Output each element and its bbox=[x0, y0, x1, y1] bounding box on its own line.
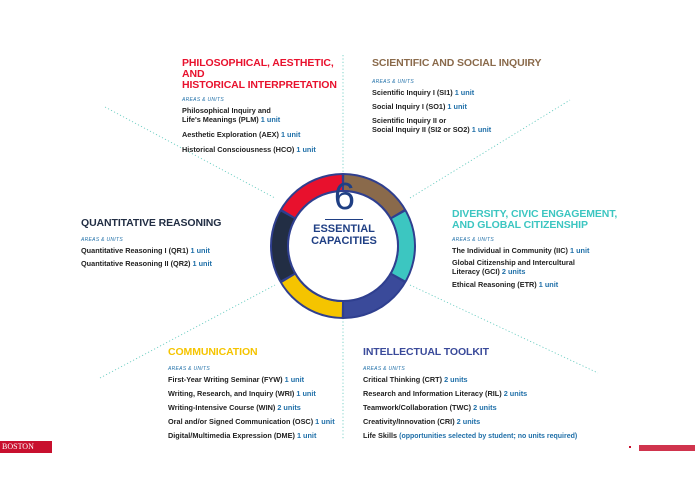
area-text: Global Citizenship and Intercultural bbox=[452, 258, 575, 267]
title-line-1: SCIENTIFIC AND SOCIAL INQUIRY bbox=[372, 57, 542, 69]
center-line-2: CAPACITIES bbox=[311, 235, 377, 247]
area-units: 1 unit bbox=[454, 88, 475, 97]
area-units: 2 units bbox=[503, 389, 528, 398]
area-units: 2 units bbox=[473, 403, 497, 412]
area-item bbox=[182, 145, 342, 154]
area-item bbox=[168, 375, 348, 384]
area-text-2: Literacy (GCI) bbox=[452, 267, 500, 276]
area-units: 1 unit bbox=[280, 130, 301, 139]
title-line-1: COMMUNICATION bbox=[168, 346, 258, 358]
area-item bbox=[363, 389, 603, 398]
area-units: 2 units bbox=[277, 403, 301, 412]
area-item bbox=[168, 417, 348, 426]
area-item bbox=[372, 102, 552, 111]
area-item bbox=[168, 403, 348, 412]
center-number: 6 bbox=[333, 176, 355, 218]
area-item bbox=[372, 88, 552, 97]
capacity-title bbox=[452, 209, 652, 231]
area-item bbox=[182, 106, 342, 124]
areas-units-label: AREAS & UNITS bbox=[363, 366, 405, 372]
capacity-title bbox=[372, 58, 552, 69]
capacity-title bbox=[168, 347, 348, 358]
area-item bbox=[363, 403, 603, 412]
area-units: (opportunities selected by student; no units required) bbox=[399, 433, 578, 440]
areas-units-label: AREAS & UNITS bbox=[182, 97, 224, 103]
area-text: Scientific Inquiry II or bbox=[372, 116, 447, 125]
area-units: 2 units bbox=[444, 375, 468, 384]
area-text: Digital/Multimedia Expression (DME) bbox=[168, 431, 295, 440]
area-units: 1 unit bbox=[192, 259, 212, 268]
capacity-title bbox=[182, 58, 342, 91]
area-units: 1 unit bbox=[296, 145, 316, 154]
title-line-1: DIVERSITY, CIVIC ENGAGEMENT, bbox=[452, 208, 618, 220]
area-text: First-Year Writing Seminar (FYW) bbox=[168, 375, 283, 384]
area-text: Life Skills bbox=[363, 431, 398, 440]
area-text: Critical Thinking (CRT) bbox=[363, 375, 443, 384]
area-item bbox=[363, 375, 603, 384]
area-text: Aesthetic Exploration (AEX) bbox=[182, 130, 279, 139]
area-units: 1 unit bbox=[569, 246, 590, 255]
area-units: 1 unit bbox=[447, 102, 467, 111]
area-text: Philosophical Inquiry and bbox=[182, 106, 271, 115]
title-line-1: QUANTITATIVE REASONING bbox=[81, 217, 222, 229]
area-text-2: Life's Meanings (PLM) bbox=[182, 115, 259, 124]
center-rule bbox=[325, 219, 363, 220]
area-units: 2 units bbox=[456, 417, 481, 426]
capacity-title bbox=[81, 218, 261, 229]
area-text: The Individual in Community (IIC) bbox=[452, 246, 568, 255]
area-text: Quantitative Reasoning II (QR2) bbox=[81, 259, 191, 268]
capacity-quantitative bbox=[81, 218, 261, 274]
area-item bbox=[452, 246, 652, 255]
area-item bbox=[182, 130, 342, 139]
area-item bbox=[452, 258, 652, 276]
area-text: Social Inquiry I (SO1) bbox=[372, 102, 446, 111]
area-units: 2 units bbox=[501, 267, 526, 276]
area-text: Writing, Research, and Inquiry (WRI) bbox=[168, 389, 295, 398]
area-units: 1 unit bbox=[538, 280, 559, 289]
area-item bbox=[81, 259, 261, 268]
footer-logo-left: BOSTON bbox=[0, 441, 52, 453]
area-units: 1 unit bbox=[190, 246, 210, 255]
area-units: 1 unit bbox=[296, 389, 316, 398]
title-line-1: PHILOSOPHICAL, AESTHETIC, AND bbox=[182, 57, 334, 80]
capacity-philosophical bbox=[182, 58, 342, 160]
area-units: 1 unit bbox=[284, 375, 305, 384]
title-line-2: AND GLOBAL CITIZENSHIP bbox=[452, 219, 588, 231]
capacity-communication bbox=[168, 347, 348, 446]
capacity-scientific bbox=[372, 58, 552, 140]
capacity-title bbox=[363, 347, 603, 358]
capacity-diversity bbox=[452, 209, 652, 295]
area-text: Historical Consciousness (HCO) bbox=[182, 145, 295, 154]
area-item bbox=[372, 116, 552, 134]
area-text: Quantitative Reasoning I (QR1) bbox=[81, 246, 189, 255]
area-text: Ethical Reasoning (ETR) bbox=[452, 280, 537, 289]
area-text: Scientific Inquiry I (SI1) bbox=[372, 88, 453, 97]
area-item bbox=[168, 431, 348, 440]
areas-units-label: AREAS & UNITS bbox=[81, 237, 123, 243]
area-item bbox=[81, 246, 261, 255]
areas-units-label: AREAS & UNITS bbox=[168, 366, 210, 372]
center-label bbox=[289, 177, 399, 307]
title-line-1: INTELLECTUAL TOOLKIT bbox=[363, 346, 489, 358]
area-text: Oral and/or Signed Communication (OSC) bbox=[168, 417, 314, 426]
area-units: 1 unit bbox=[471, 125, 492, 134]
area-units: 1 unit bbox=[296, 431, 317, 440]
capacity-intellectual bbox=[363, 347, 603, 447]
center-line-1: ESSENTIAL bbox=[313, 223, 375, 235]
area-text: Creativity/Innovation (CRI) bbox=[363, 417, 455, 426]
area-item bbox=[452, 280, 652, 289]
area-item bbox=[363, 431, 603, 441]
area-text: Research and Information Literacy (RIL) bbox=[363, 389, 502, 398]
areas-units-label: AREAS & UNITS bbox=[372, 79, 414, 85]
area-text: Writing-Intensive Course (WIN) bbox=[168, 403, 276, 412]
area-text: Teamwork/Collaboration (TWC) bbox=[363, 403, 472, 412]
area-item bbox=[168, 389, 348, 398]
area-units: 1 unit bbox=[315, 417, 335, 426]
area-item bbox=[363, 417, 603, 426]
area-text-2: Social Inquiry II (SI2 or SO2) bbox=[372, 125, 470, 134]
footer-logo-right bbox=[623, 443, 695, 453]
areas-units-label: AREAS & UNITS bbox=[452, 237, 494, 243]
title-line-2: HISTORICAL INTERPRETATION bbox=[182, 79, 337, 91]
area-units: 1 unit bbox=[260, 115, 281, 124]
